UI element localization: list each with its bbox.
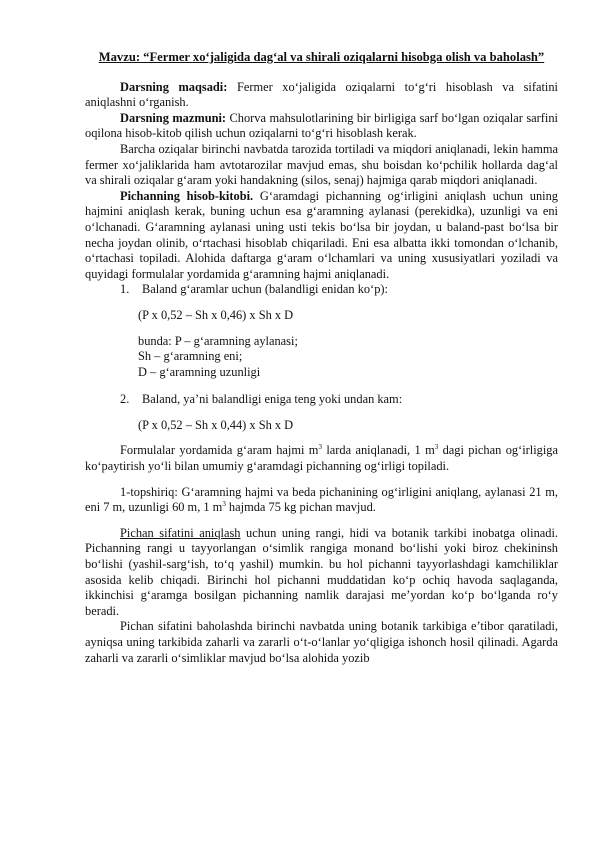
- list-text: Baland, ya’ni balandligi eniga teng yoki undan kam:: [142, 392, 403, 407]
- formula-note-paragraph: [85, 443, 558, 474]
- formula-note-text: Formulalar yordamida g‘aram hajmi m: [120, 443, 319, 458]
- superscript: 3: [318, 443, 322, 452]
- quality-text: uchun uning rangi, hidi va botanik tarkibi inobatga olinadi. Pichanning rangi u tayyorlangan o‘simlik rangiga monand bo‘lishi yoki biroz chekininsh bo‘lishi (yashil-sarg‘ish, to‘q yashil) mumkin. bu hol pichanni tayyorlashdagi kamchiliklar asosida kelib chiqadi. Birinchi hol pichanni muddatidan ko‘p ochiq havoda saqlaganda, ikkinchisi g‘aramga bosilgan pichanning namlik darajasi me’yordan ko‘p bo‘lganda ro‘y beradi.: [85, 525, 558, 618]
- formula-definitions: [85, 334, 558, 381]
- formula-note-text: larda aniqlanadi, 1 m: [321, 443, 435, 458]
- goal-label: Darsning maqsadi:: [120, 79, 228, 94]
- formula-2: (P x 0,52 – Sh x 0,44) x Sh x D: [138, 417, 294, 432]
- content-text: Chorva mahsulotlarining bir birligiga sarf bo‘lgan oziqalar sarfini oqilona hisob-kitob qilish uchun oziqalarni to‘g‘ri hisoblash kerak.: [85, 110, 558, 141]
- list-item-1: [85, 282, 558, 298]
- definition-line: bunda: P – g‘aramning aylanasi;: [138, 333, 298, 348]
- hay-text: G‘aramdagi pichanning og‘irligini aniqlash uchun uning hajmini aniqlash kerak, buning uchun esa g‘aramning aylanasi (perekidka), uzunligi va eni o‘lchanadi. G‘aramning aylanasi uning usti tekis bo‘lsa bir joydan, u baland-past bo‘lsa bir necha joydan olinib, o‘rtachasi hisoblab chiqariladi. Eni esa albatta ikki tomondan o‘lchanib, o‘rtachasi topiladi. Alohida daftarga g‘aram o‘lchamlari va uning xususiyatlari yoziladi va quyidagi formulalar yordamida g‘aramning hajmi aniqlanadi.: [85, 188, 558, 281]
- hay-calculation-paragraph: [85, 189, 558, 283]
- goal-text: Fermer xo‘jaligida oziqalarni to‘g‘ri hisoblash va sifatini aniqlashni o‘rganish.: [85, 79, 558, 110]
- list-number: 1.: [120, 282, 130, 297]
- page-title: Mavzu: “Fermer xo‘jaligida dag‘al va shirali oziqalarni hisobga olish va baholash”: [98, 50, 545, 64]
- superscript: 3: [222, 500, 226, 509]
- list-text: Baland g‘aramlar uchun (balandligi enidan ko‘p):: [142, 282, 389, 297]
- formula-1: (P x 0,52 – Sh x 0,46) x Sh x D: [138, 307, 294, 322]
- task-paragraph: [85, 485, 558, 516]
- task-text: 1-topshiriq: G‘aramning hajmi va beda pichanining og‘irligini aniqlang, aylanasi 21 m, eni 7 m, uzunligi 60 m, 1 m: [85, 484, 558, 515]
- content-label: Darsning mazmuni:: [120, 110, 227, 125]
- hay-label: Pichanning hisob-kitobi.: [120, 188, 254, 203]
- task-text: hajmda 75 kg pichan mavjud.: [225, 500, 376, 515]
- quality-label: Pichan sifatini aniqlash: [120, 525, 241, 540]
- last-paragraph: Pichan sifatini baholashda birinchi navbatda uning botanik tarkibiga e’tibor qaratiladi, ayniqsa uning tarkibida zaharli va zararli o‘t-o‘lanlar yo‘qligiga ishonch hosil qilinadi. Agarda zaharli va zararli o‘simliklar mavjud bo‘lsa alohida yozib: [85, 619, 558, 665]
- superscript: 3: [434, 443, 439, 452]
- definition-line: Sh – g‘aramning eni;: [138, 349, 243, 364]
- list-number: 2.: [120, 392, 130, 407]
- quality-paragraph: [85, 526, 558, 620]
- intro-paragraph: Barcha oziqalar birinchi navbatda tarozida tortiladi va miqdori aniqlanadi, lekin hamma fermer xo‘jaliklarida ham avtotarozilar mavjud emas, shu boisdan ko‘pchilik hollarda dag‘al va shirali oziqalar g‘aram yoki handakning (silos, senaj) hajmiga qarab miqdori aniqlanadi.: [85, 141, 558, 188]
- goal-paragraph: [85, 80, 558, 111]
- formula-note-text: dagi pichan og‘irligiga ko‘paytirish yo‘li bilan umumiy g‘aramdagi pichanning og‘irligi topiladi.: [85, 443, 558, 474]
- definition-line: D – g‘aramning uzunligi: [138, 364, 261, 379]
- list-item-2: [85, 392, 558, 408]
- content-paragraph: [85, 111, 558, 142]
